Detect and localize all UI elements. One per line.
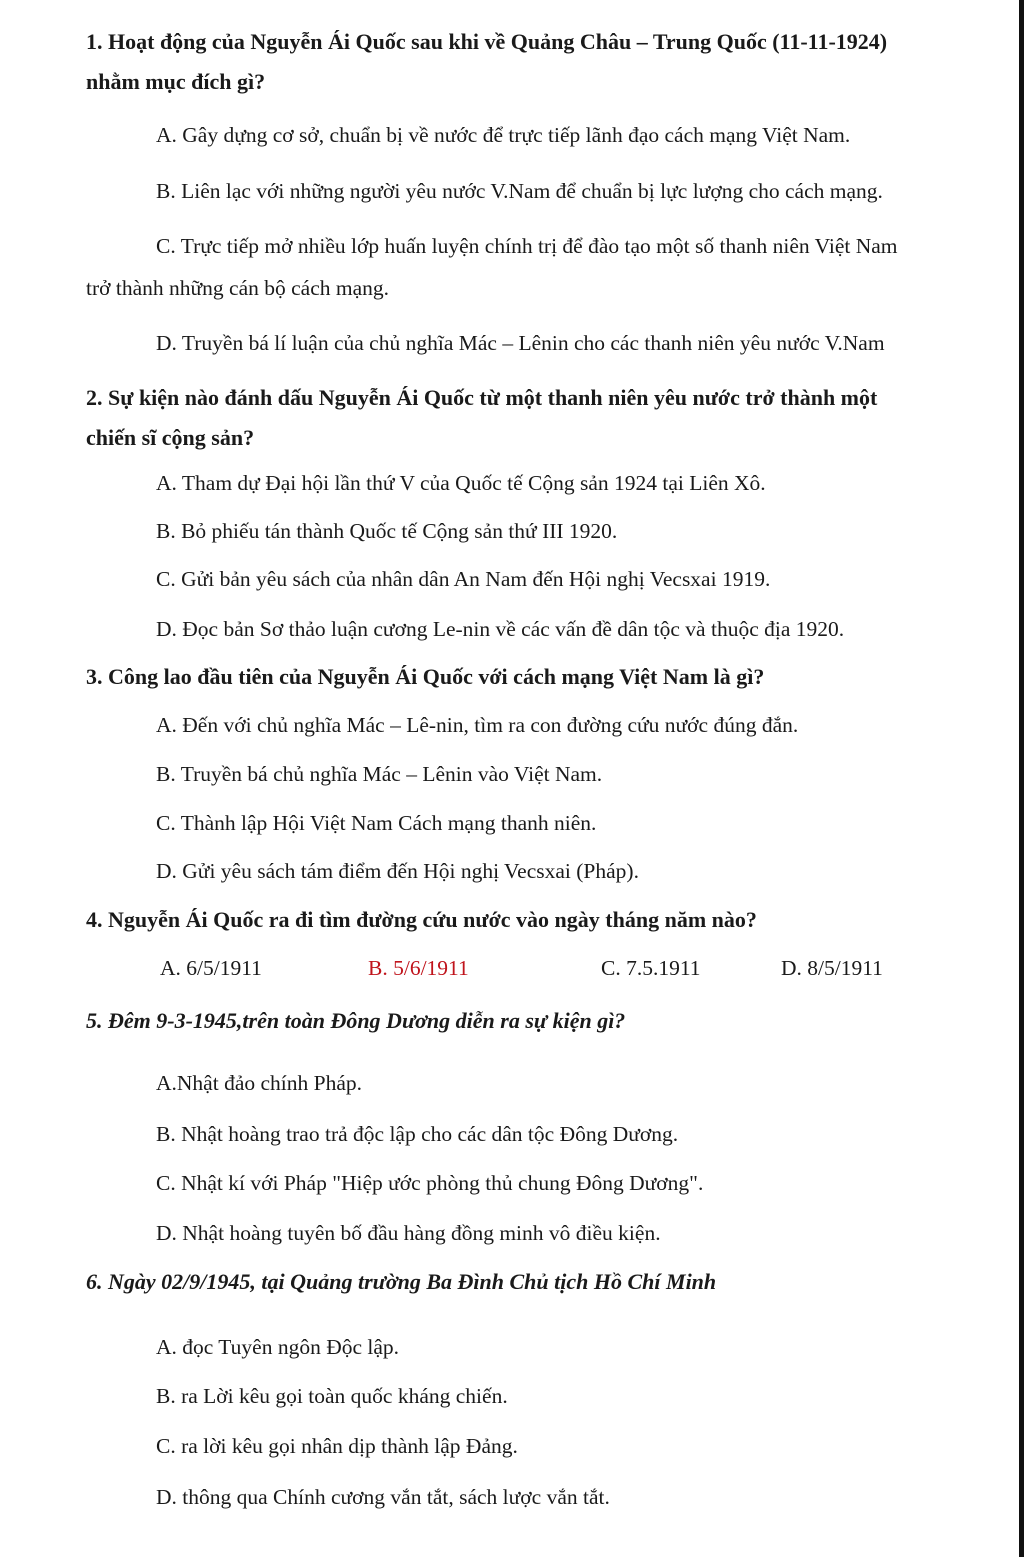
question-4-option-c: C. 7.5.1911 <box>601 956 701 980</box>
question-6-option-b: B. ra Lời kêu gọi toàn quốc kháng chiến. <box>156 1384 508 1408</box>
question-6-option-c: C. ra lời kêu gọi nhân dịp thành lập Đảng. <box>156 1434 518 1458</box>
question-4-title: 4. Nguyễn Ái Quốc ra đi tìm đường cứu nước vào ngày tháng năm nào? <box>86 907 757 932</box>
question-1-option-d: D. Truyền bá lí luận của chủ nghĩa Mác – Lênin cho các thanh niên yêu nước V.Nam <box>156 331 885 355</box>
question-3-title: 3. Công lao đầu tiên của Nguyễn Ái Quốc với cách mạng Việt Nam là gì? <box>86 664 765 689</box>
question-2-option-b: B. Bỏ phiếu tán thành Quốc tế Cộng sản thứ III 1920. <box>156 519 618 543</box>
question-2-title-line-1: 2. Sự kiện nào đánh dấu Nguyễn Ái Quốc từ một thanh niên yêu nước trở thành một <box>86 385 878 410</box>
question-5-option-d: D. Nhật hoàng tuyên bố đầu hàng đồng minh vô điều kiện. <box>156 1221 661 1245</box>
question-2-option-d: D. Đọc bản Sơ thảo luận cương Le-nin về các vấn đề dân tộc và thuộc địa 1920. <box>156 617 845 641</box>
question-4-option-b-answer: B. 5/6/1911 <box>368 956 469 980</box>
question-5-option-a: A.Nhật đảo chính Pháp. <box>156 1071 363 1095</box>
question-1-option-a: A. Gây dựng cơ sở, chuẩn bị về nước để trực tiếp lãnh đạo cách mạng Việt Nam. <box>156 123 851 147</box>
question-2-option-c: C. Gửi bản yêu sách của nhân dân An Nam đến Hội nghị Vecsxai 1919. <box>156 567 771 591</box>
question-5-title: 5. Đêm 9-3-1945,trên toàn Đông Dương diễn ra sự kiện gì? <box>86 1008 626 1033</box>
question-5-option-c: C. Nhật kí với Pháp "Hiệp ước phòng thủ chung Đông Dương". <box>156 1171 704 1195</box>
question-3-option-c: C. Thành lập Hội Việt Nam Cách mạng thanh niên. <box>156 811 597 835</box>
question-3-option-b: B. Truyền bá chủ nghĩa Mác – Lênin vào Việt Nam. <box>156 762 603 786</box>
question-6-title: 6. Ngày 02/9/1945, tại Quảng trường Ba Đình Chủ tịch Hồ Chí Minh <box>86 1269 717 1294</box>
question-1-title-line-2: nhằm mục đích gì? <box>86 69 266 94</box>
question-3-option-a: A. Đến với chủ nghĩa Mác – Lê-nin, tìm ra con đường cứu nước đúng đắn. <box>156 713 799 737</box>
page-edge-border <box>1019 0 1024 1557</box>
question-4-option-a: A. 6/5/1911 <box>160 956 262 980</box>
question-5-option-b: B. Nhật hoàng trao trả độc lập cho các dân tộc Đông Dương. <box>156 1122 679 1146</box>
question-1-option-b: B. Liên lạc với những người yêu nước V.Nam để chuẩn bị lực lượng cho cách mạng. <box>156 179 883 203</box>
question-2-option-a: A. Tham dự Đại hội lần thứ V của Quốc tế Cộng sản 1924 tại Liên Xô. <box>156 471 766 495</box>
question-4-option-d: D. 8/5/1911 <box>781 956 883 980</box>
question-1-option-c: C. Trực tiếp mở nhiều lớp huấn luyện chính trị để đào tạo một số thanh niên Việt Nam <box>156 234 898 258</box>
question-1-option-c-continued: trở thành những cán bộ cách mạng. <box>86 276 390 300</box>
question-1-title-line-1: 1. Hoạt động của Nguyễn Ái Quốc sau khi về Quảng Châu – Trung Quốc (11-11-1924) <box>86 29 888 54</box>
question-6-option-a: A. đọc Tuyên ngôn Độc lập. <box>156 1335 400 1359</box>
question-2-title-line-2: chiến sĩ cộng sản? <box>86 425 255 450</box>
question-3-option-d: D. Gửi yêu sách tám điểm đến Hội nghị Vecsxai (Pháp). <box>156 859 639 883</box>
question-6-option-d: D. thông qua Chính cương vắn tắt, sách lược vắn tắt. <box>156 1485 610 1509</box>
